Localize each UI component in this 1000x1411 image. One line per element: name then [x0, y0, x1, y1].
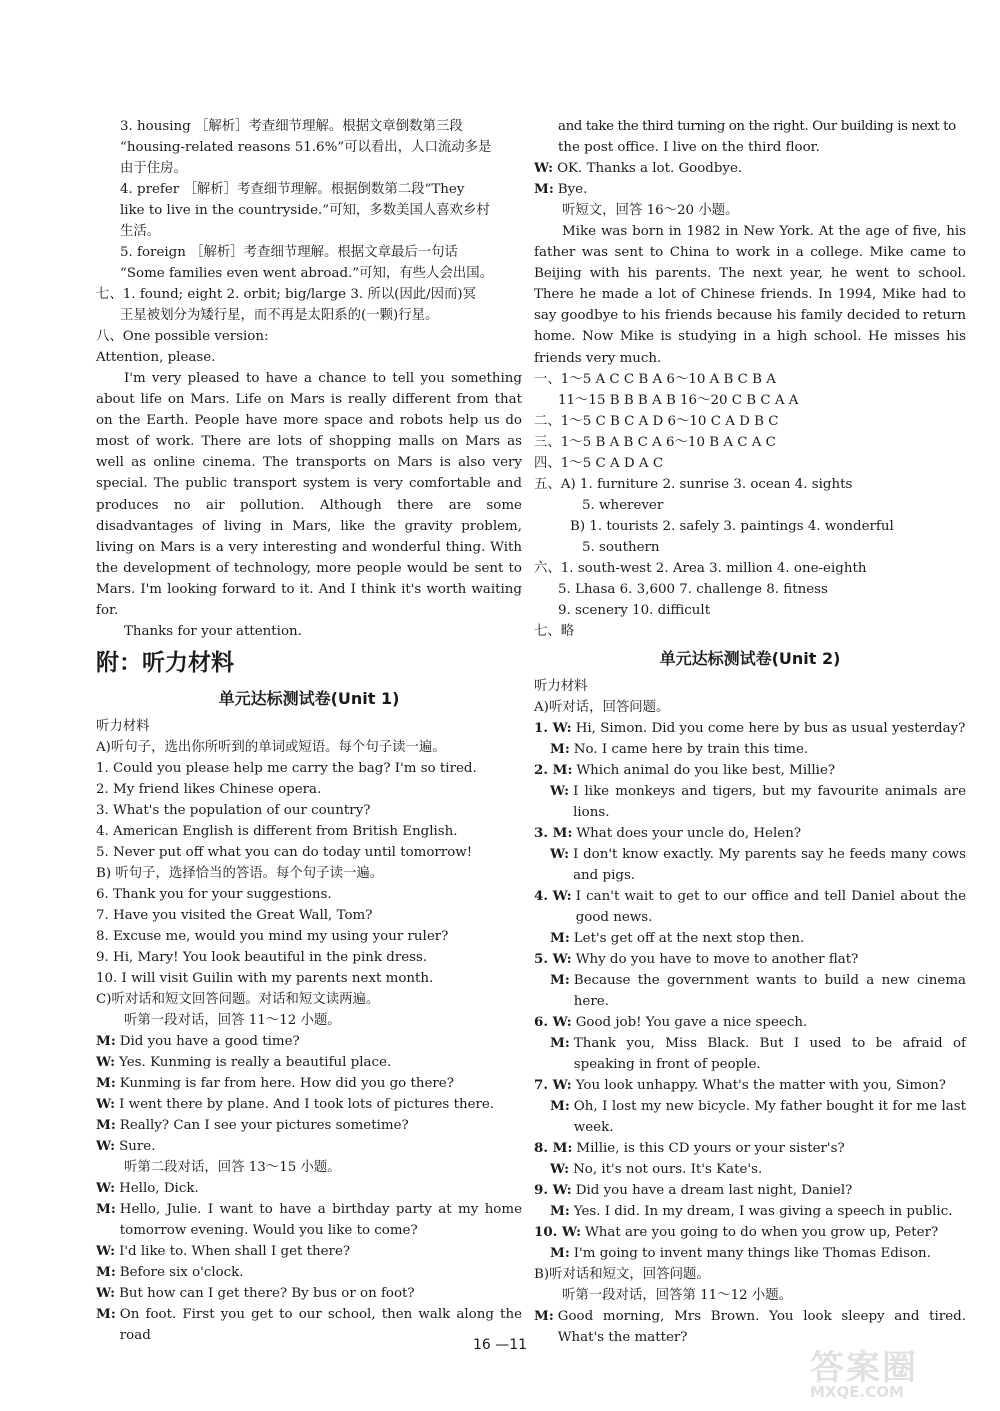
text-line: 4. prefer ［解析］考查细节理解。根据倒数第二段“They [120, 182, 465, 197]
dialogue-line [96, 1199, 522, 1241]
dialogue-line [534, 158, 966, 179]
dialogue-text: Sure. [119, 1139, 156, 1155]
text-line: 8. Excuse me, would you mind my using your ruler? [96, 929, 449, 945]
text-line: like to live in the countryside.”可知，多数美国人喜欢乡村 [120, 203, 490, 218]
dialogue-line [534, 179, 966, 200]
text-line: 五、A) 1. furniture 2. sunrise 3. ocean 4. sights [534, 476, 853, 492]
dialogue-text: Hello, Julie. I want to have a birthday party at my home tomorrow evening. Would you like to come? [119, 1202, 522, 1239]
text-line: 四、1～5 C A D A C [534, 455, 664, 471]
dialogue-line [534, 886, 966, 928]
speaker-label: M: [550, 740, 570, 757]
text-line: 1. Could you please help me carry the bag? I'm so tired. [96, 761, 477, 777]
dialogue-line [534, 1201, 966, 1222]
text-line: 听力材料 [96, 719, 150, 735]
dialogue-text: Millie, is this CD yours or your sister's? [576, 1140, 845, 1156]
dialogue-text: Because the government wants to build a new cinema here. [573, 972, 966, 1009]
text-line: 5. foreign ［解析］考查细节理解。根据文章最后一句话 [120, 245, 458, 260]
text-line: 3. housing ［解析］考查细节理解。根据文章倒数第三段 [120, 119, 463, 134]
dialogue-text: What does your uncle do, Helen? [576, 825, 801, 841]
text-line: 听第一段对话，回答 11～12 小题。 [124, 1013, 341, 1029]
text-line: “housing-related reasons 51.6%”可以看出，人口流动多是 [120, 140, 492, 155]
page-number: 16 —11 [472, 1337, 528, 1353]
text-line: 王星被划分为矮行星，而不再是太阳系的(一颗)行星。 [120, 308, 439, 323]
dialogue-text: Hi, Simon. Did you come here by bus as usual yesterday? [575, 720, 966, 736]
text-line: 2. My friend likes Chinese opera. [96, 782, 322, 798]
dialogue-line [534, 739, 966, 760]
dialogue-line [534, 760, 966, 781]
text-line: 三、1～5 B A B C A 6～10 B A C A C [534, 434, 776, 450]
speaker-label: W: [96, 1096, 116, 1113]
text-line: 3. What's the population of our country? [96, 803, 371, 819]
speaker-label: M: [96, 1033, 116, 1050]
dialogue-text: I'd like to. When shall I get there? [119, 1244, 351, 1260]
dialogue-text: I went there by plane. And I took lots of pictures there. [119, 1097, 495, 1113]
speaker-label: 1. W: [534, 719, 572, 736]
dialogue-text: Let's get off at the next stop then. [573, 930, 805, 946]
dialogue-line [96, 1262, 522, 1283]
speaker-label: 5. W: [534, 950, 572, 967]
dialogue-text: I don't know exactly. My parents say he feeds many cows and pigs. [573, 846, 966, 883]
text-line: B) 1. tourists 2. safely 3. paintings 4. wonderful [570, 518, 894, 534]
text-line: Thanks for your attention. [124, 624, 302, 640]
dialogue-text: Yes. Kunming is really a beautiful place. [119, 1055, 392, 1071]
text-line: 9. scenery 10. difficult [558, 602, 711, 618]
text-line: Attention, please. [96, 350, 216, 365]
speaker-label: M: [550, 1034, 570, 1051]
speaker-label: 2. M: [534, 761, 573, 778]
dialogue-line [534, 928, 966, 949]
speaker-label: 6. W: [534, 1013, 572, 1030]
unit-title: 单元达标测试卷(Unit 2) [659, 648, 841, 668]
speaker-label: W: [96, 1180, 116, 1197]
dialogue-text: Bye. [557, 182, 588, 197]
dialogue-text: Thank you, Miss Black. But I used to be afraid of speaking in front of people. [573, 1035, 966, 1072]
dialogue-text: Kunming is far from here. How did you go there? [119, 1076, 454, 1092]
speaker-label: 8. M: [534, 1139, 573, 1156]
text-line: 听第一段对话，回答第 11～12 小题。 [562, 1287, 793, 1303]
dialogue-line [96, 1052, 522, 1073]
speaker-label: M: [550, 971, 570, 988]
text-line: 10. I will visit Guilin with my parents next month. [96, 971, 434, 987]
speaker-label: M: [550, 929, 570, 946]
speaker-label: M: [96, 1264, 116, 1281]
dialogue-line [96, 1115, 522, 1136]
text-line: A)听对话，回答问题。 [534, 699, 670, 715]
text-line: 七、1. found; eight 2. orbit; big/large 3. 所以(因此/因而)冥 [96, 287, 477, 302]
text-line: the post office. I live on the third floor. [558, 140, 820, 155]
text-line: 7. Have you visited the Great Wall, Tom? [96, 908, 373, 924]
speaker-label: 10. W: [534, 1223, 582, 1240]
dialogue-text: You look unhappy. What's the matter with you, Simon? [575, 1077, 946, 1093]
speaker-label: W: [96, 1243, 116, 1260]
dialogue-line [534, 1243, 966, 1264]
dialogue-line [96, 1241, 522, 1262]
text-line: “Some families even went abroad.”可知，有些人会出国。 [120, 266, 494, 281]
speaker-label: M: [550, 1202, 570, 1219]
dialogue-text: Hello, Dick. [119, 1181, 199, 1197]
dialogue-line [96, 1031, 522, 1052]
speaker-label: M: [96, 1117, 116, 1134]
dialogue-line [96, 1073, 522, 1094]
watermark-main: 答案圈 [810, 1348, 918, 1388]
dialogue-text: OK. Thanks a lot. Goodbye. [557, 161, 743, 176]
dialogue-line [534, 1159, 966, 1180]
text-line: 一、1～5 A C C B A 6～10 A B C B A [534, 371, 776, 387]
dialogue-text: What are you going to do when you grow up, Peter? [585, 1224, 939, 1240]
dialogue-line [534, 823, 966, 844]
speaker-label: W: [96, 1138, 116, 1155]
dialogue-text: Did you have a good time? [119, 1034, 300, 1050]
speaker-label: W: [534, 160, 554, 176]
dialogue-line [534, 781, 966, 823]
dialogue-text: Before six o'clock. [119, 1265, 244, 1281]
text-line: 二、1～5 C B C A D 6～10 C A D B C [534, 413, 779, 429]
speaker-label: W: [550, 845, 570, 862]
text-line: 八、One possible version: [96, 329, 269, 344]
speaker-label: M: [534, 181, 554, 197]
dialogue-line [96, 1283, 522, 1304]
dialogue-line [534, 1075, 966, 1096]
dialogue-line [534, 1033, 966, 1075]
text-line: C)听对话和短文回答问题。对话和短文读两遍。 [96, 992, 380, 1008]
text-line: 听短文，回答 16～20 小题。 [562, 203, 739, 218]
dialogue-line [96, 1136, 522, 1157]
dialogue-text: Which animal do you like best, Millie? [576, 762, 836, 778]
dialogue-text: No, it's not ours. It's Kate's. [573, 1161, 763, 1177]
text-line: 听力材料 [534, 678, 588, 694]
dialogue-text: Did you have a dream last night, Daniel? [575, 1182, 853, 1198]
dialogue-text: But how can I get there? By bus or on foot? [119, 1286, 415, 1302]
text-line: 六、1. south-west 2. Area 3. million 4. one-eighth [534, 560, 867, 576]
text-line: A)听句子，选出你所听到的单词或短语。每个句子读一遍。 [96, 740, 446, 756]
dialogue-text: No. I came here by train this time. [573, 741, 809, 757]
text-line: 由于住房。 [120, 161, 187, 176]
watermark-sub: MXQE.COM [810, 1383, 904, 1401]
text-line: and take the third turning on the right. Our building is next to [558, 119, 956, 134]
paragraph: I'm very pleased to have a chance to tell you something about life on Mars. Life on Mars is really different from that on the Earth. People have more space and robots help us do most of work. There are lots of shopping malls on Mars as well as online cinema. The transports on Mars is also very special. The public transport system is very comfortable and produces no air pollution. Although there are some disadvantages of living in Mars, like the gravity problem, living on Mars is a very interesting and wonderful thing. With the development of technology, more people would be sent to Mars. I'm looking forward to it. And I think it's worth waiting for. [96, 371, 522, 619]
watermark-logo [810, 1340, 990, 1400]
dialogue-line [96, 1094, 522, 1115]
text-line: 生活。 [120, 224, 161, 239]
speaker-label: W: [550, 1160, 570, 1177]
dialogue-text: Why do you have to move to another flat? [575, 951, 859, 967]
speaker-label: 4. W: [534, 887, 572, 904]
speaker-label: W: [96, 1054, 116, 1071]
text-line: B) 听句子，选择恰当的答语。每个句子读一遍。 [96, 866, 384, 882]
text-line: 11～15 B B B A B 16～20 C B C A A [558, 392, 799, 408]
dialogue-text: I can't wait to get to our office and tell Daniel about the good news. [575, 888, 966, 925]
dialogue-line [534, 970, 966, 1012]
speaker-label: M: [96, 1306, 116, 1323]
dialogue-line [534, 949, 966, 970]
text-line: 4. American English is different from British English. [96, 824, 458, 840]
dialogue-line [534, 1180, 966, 1201]
dialogue-line [96, 1178, 522, 1199]
speaker-label: M: [96, 1075, 116, 1092]
speaker-label: W: [550, 782, 570, 799]
dialogue-line [534, 844, 966, 886]
speaker-label: 9. W: [534, 1181, 572, 1198]
section-heading: 附：听力材料 [96, 650, 234, 677]
speaker-label: M: [96, 1201, 116, 1218]
speaker-label: M: [550, 1244, 570, 1261]
dialogue-text: On foot. First you get to our school, then walk along the road [119, 1307, 522, 1344]
text-line: 七、略 [534, 623, 575, 639]
text-line: 听第二段对话，回答 13～15 小题。 [124, 1160, 341, 1176]
text-line: 9. Hi, Mary! You look beautiful in the pink dress. [96, 950, 428, 966]
text-line: 5. Never put off what you can do today until tomorrow! [96, 845, 473, 861]
text-line: B)听对话和短文，回答问题。 [534, 1266, 710, 1282]
dialogue-text: Good morning, Mrs Brown. You look sleepy and tired. What's the matter? [557, 1308, 966, 1345]
text-line: 5. wherever [582, 497, 664, 513]
dialogue-text: Good job! You gave a nice speech. [575, 1014, 808, 1030]
speaker-label: M: [534, 1307, 554, 1324]
dialogue-text: Oh, I lost my new bicycle. My father bought it for me last week. [573, 1098, 966, 1135]
dialogue-line [534, 1222, 966, 1243]
paragraph: Mike was born in 1982 in New York. At the age of five, his father was sent to China to work in a college. Mike came to Beijing with his parents. The next year, he went to school. There he made a lot of Chinese friends. In 1994, Mike had to say goodbye to his friends because his family decided to return home. Now Mike is studying in a high school. He misses his friends very much. [534, 224, 966, 366]
text-line: 6. Thank you for your suggestions. [96, 887, 332, 903]
speaker-label: W: [96, 1285, 116, 1302]
text-line: 5. southern [582, 539, 660, 555]
right-column [534, 116, 966, 1348]
dialogue-line [534, 718, 966, 739]
speaker-label: M: [550, 1097, 570, 1114]
dialogue-line [534, 1012, 966, 1033]
dialogue-text: I like monkeys and tigers, but my favourite animals are lions. [573, 783, 966, 820]
dialogue-line [534, 1138, 966, 1159]
left-column [96, 116, 522, 1346]
dialogue-text: I'm going to invent many things like Thomas Edison. [573, 1245, 931, 1261]
text-line: 5. Lhasa 6. 3,600 7. challenge 8. fitness [558, 581, 828, 597]
dialogue-line [534, 1096, 966, 1138]
speaker-label: 7. W: [534, 1076, 572, 1093]
dialogue-text: Yes. I did. In my dream, I was giving a speech in public. [573, 1203, 953, 1219]
dialogue-text: Really? Can I see your pictures sometime? [119, 1118, 409, 1134]
unit-title: 单元达标测试卷(Unit 1) [218, 689, 400, 709]
speaker-label: 3. M: [534, 824, 573, 841]
